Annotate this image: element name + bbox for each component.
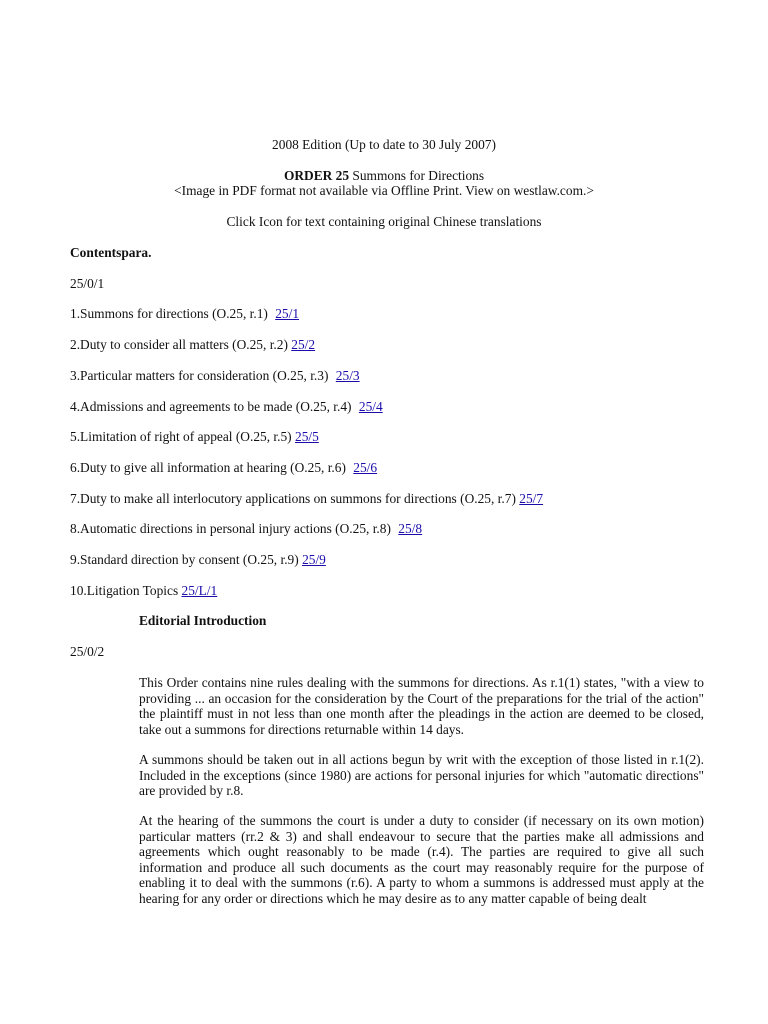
list-item	[70, 337, 315, 353]
order-title: Summons for Directions	[349, 168, 485, 183]
list-item	[70, 460, 377, 476]
contents-item-label: 1.Summons for directions (O.25, r.1)	[70, 306, 272, 321]
contents-link-25-8[interactable]: 25/8	[398, 521, 423, 536]
editorial-paragraph-1: This Order contains nine rules dealing with the summons for directions. As r.1(1) states, "with a view to providing ... an occasion for the consideration by the Court of the preparations for the trial of the action" the plaintiff must in not less than one month after the pleadings in the action are deemed to be closed, take out a summons for directions returnable within 14 days.	[139, 675, 704, 737]
contents-link-25-2[interactable]: 25/2	[291, 337, 316, 352]
image-notice: <Image in PDF format not available via Offline Print. View on westlaw.com.>	[174, 183, 594, 198]
order-title-line	[0, 168, 768, 184]
list-item	[70, 368, 360, 384]
editorial-paragraph-2: A summons should be taken out in all actions begun by writ with the exception of those listed in r.1(2). Included in the exceptions (since 1980) are actions for personal injuries for which "automatic directions" are provided by r.8.	[139, 752, 704, 799]
contents-item-label: 10.Litigation Topics	[70, 583, 182, 598]
contents-link-25-6[interactable]: 25/6	[353, 460, 378, 475]
contents-link-25-l-1[interactable]: 25/L/1	[181, 583, 218, 598]
contents-link-25-1[interactable]: 25/1	[275, 306, 300, 321]
list-item	[70, 521, 422, 537]
editorial-paragraph-3: At the hearing of the summons the court is under a duty to consider (if necessary on its own motion) particular matters (rr.2 & 3) and shall endeavour to secure that the parties make all admissions and agreements which ought reasonably to be made (r.4). The parties are required to give all such information and produce all such documents as the court may reasonably require for the purpose of enabling it to deal with the summons (r.6). A party to whom a summons is addressed must apply at the hearing for any order or directions which he may desire as to any matter capable of being dealt	[139, 813, 704, 906]
editorial-ref: 25/0/2	[70, 644, 105, 659]
contents-link-25-5[interactable]: 25/5	[295, 429, 319, 444]
list-item	[70, 491, 543, 507]
contents-ref: 25/0/1	[70, 276, 105, 291]
contents-item-label: 4.Admissions and agreements to be made (O.25, r.4)	[70, 399, 355, 414]
contents-link-25-9[interactable]: 25/9	[302, 552, 326, 567]
edition-line: 2008 Edition (Up to date to 30 July 2007)	[272, 137, 496, 152]
contents-item-label: 2.Duty to consider all matters (O.25, r.2)	[70, 337, 292, 352]
list-item	[70, 399, 383, 415]
list-item	[70, 306, 299, 322]
contents-item-label: 3.Particular matters for consideration (O.25, r.3)	[70, 368, 332, 383]
contents-item-label: 8.Automatic directions in personal injury actions (O.25, r.8)	[70, 521, 395, 536]
contents-item-label: 6.Duty to give all information at hearing (O.25, r.6)	[70, 460, 350, 475]
contents-item-label: 7.Duty to make all interlocutory applications on summons for directions (O.25, r.7)	[70, 491, 520, 506]
contents-link-25-7[interactable]: 25/7	[519, 491, 544, 506]
list-item	[70, 583, 217, 599]
editorial-heading: Editorial Introduction	[139, 613, 267, 628]
list-item	[70, 429, 319, 445]
contents-link-25-4[interactable]: 25/4	[358, 399, 383, 414]
list-item	[70, 552, 326, 568]
icon-notice: Click Icon for text containing original Chinese translations	[226, 214, 542, 229]
contents-heading: Contentspara.	[70, 245, 152, 260]
order-number: ORDER 25	[283, 168, 350, 183]
contents-link-25-3[interactable]: 25/3	[335, 368, 360, 383]
contents-item-label: 5.Limitation of right of appeal (O.25, r.5)	[70, 429, 295, 444]
contents-item-label: 9.Standard direction by consent (O.25, r.9)	[70, 552, 303, 567]
